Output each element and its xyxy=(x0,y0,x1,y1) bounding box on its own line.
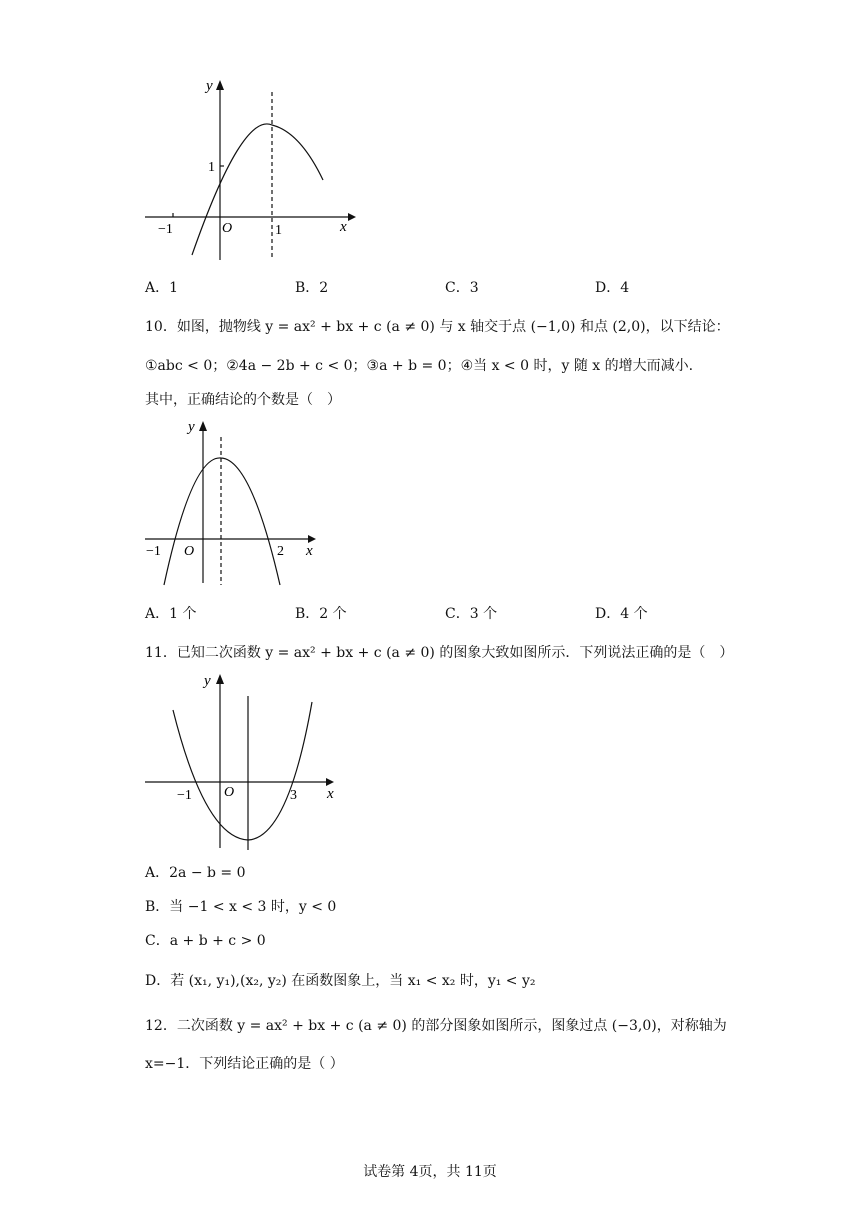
q10-option-c[interactable]: C．3 个 xyxy=(445,606,498,622)
q11-option-a[interactable]: A．2a − b = 0 xyxy=(145,865,246,881)
q11-option-d[interactable]: D．若 (x₁, y₁),(x₂, y₂) 在函数图象上，当 x₁ < x₂ 时，y₁ < y₂ xyxy=(145,973,536,989)
x-label: x xyxy=(340,219,347,235)
parabola xyxy=(164,458,280,585)
q10-graph xyxy=(140,415,330,590)
tick-2: 2 xyxy=(277,544,284,559)
tick-3: 3 xyxy=(290,788,297,803)
tick-neg1: −1 xyxy=(177,788,192,803)
q10-option-a[interactable]: A．1 个 xyxy=(145,606,197,622)
q11-text-1: 11．已知二次函数 y = ax² + bx + c (a ≠ 0) 的图象大致如图所示．下列说法正确的是（ ） xyxy=(145,645,734,661)
q11-option-b[interactable]: B．当 −1 < x < 3 时，y < 0 xyxy=(145,899,337,915)
q9-option-b[interactable]: B．2 xyxy=(295,280,329,296)
q10-text-3: 其中，正确结论的个数是（ ） xyxy=(145,392,341,408)
tick-neg1: −1 xyxy=(146,544,161,559)
q10-option-d[interactable]: D．4 个 xyxy=(595,606,648,622)
q10-text-2: ①abc < 0；②4a − 2b + c < 0；③a + b = 0；④当 x < 0 时，y 随 x 的增大而减小. xyxy=(145,358,694,374)
page-footer: 试卷第 4页，共 11页 xyxy=(363,1164,497,1180)
q12-text-2: x=−1．下列结论正确的是（ ） xyxy=(145,1056,344,1072)
q9-option-a[interactable]: A．1 xyxy=(145,280,179,296)
q9-option-c[interactable]: C．3 xyxy=(445,280,479,296)
x-label: x xyxy=(327,786,334,802)
y-label: y xyxy=(206,78,213,94)
q9-option-d[interactable]: D．4 xyxy=(595,280,630,296)
parabola xyxy=(173,702,312,840)
tick-neg1: −1 xyxy=(158,222,173,237)
tick-y1: 1 xyxy=(208,160,215,175)
origin-label: O xyxy=(224,785,235,800)
q10-option-b[interactable]: B．2 个 xyxy=(295,606,347,622)
q11-option-c[interactable]: C．a + b + c > 0 xyxy=(145,933,266,949)
x-label: x xyxy=(306,543,313,559)
q10-text-1: 10．如图，抛物线 y = ax² + bx + c (a ≠ 0) 与 x 轴交于点 (−1,0) 和点 (2,0)，以下结论： xyxy=(145,319,730,335)
origin-label: O xyxy=(184,544,195,559)
q11-graph xyxy=(140,668,350,853)
parabola xyxy=(192,124,323,255)
q12-text-1: 12．二次函数 y = ax² + bx + c (a ≠ 0) 的部分图象如图所示，图象过点 (−3,0)，对称轴为 xyxy=(145,1018,727,1034)
q9-graph xyxy=(140,70,370,265)
y-label: y xyxy=(188,419,195,435)
y-label: y xyxy=(204,673,211,689)
origin-label: O xyxy=(222,221,233,236)
tick-x1: 1 xyxy=(275,223,282,238)
